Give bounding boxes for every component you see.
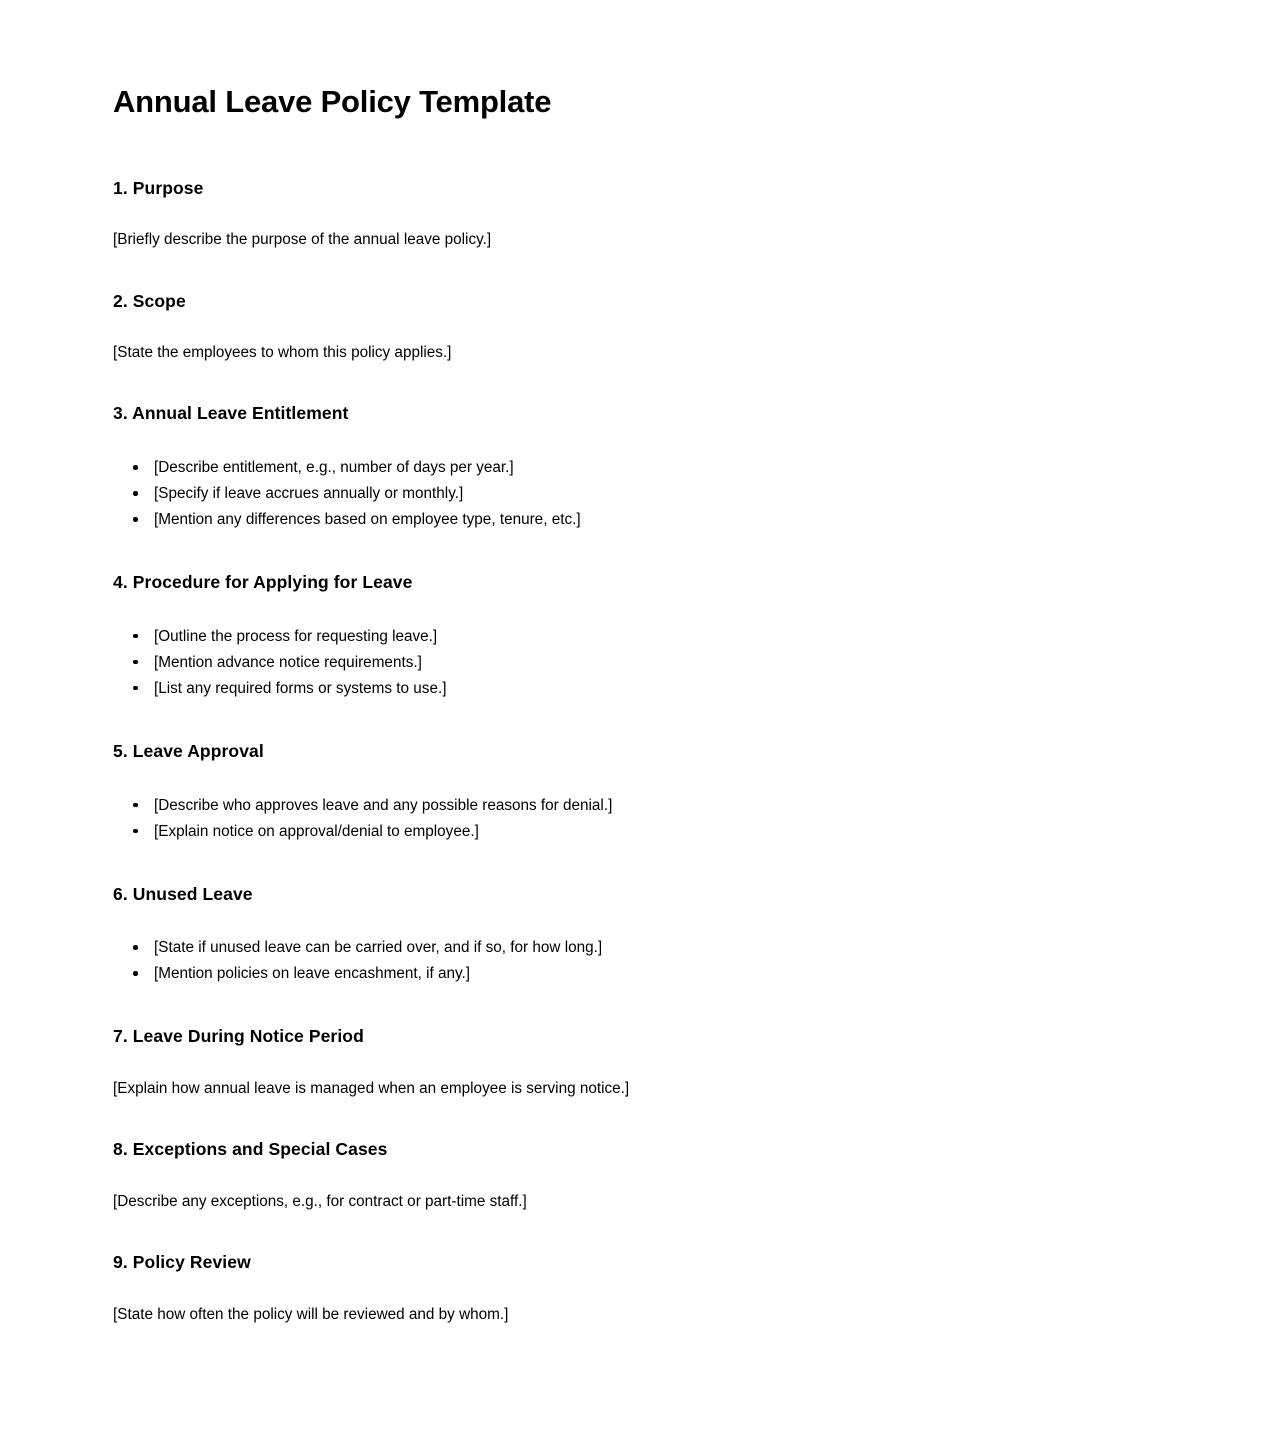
list-item: [Specify if leave accrues annually or monthly.] xyxy=(131,481,1150,507)
document-section xyxy=(113,290,1150,365)
section-bullet-list xyxy=(113,935,1150,987)
section-paragraph: [State how often the policy will be reviewed and by whom.] xyxy=(113,1306,509,1324)
list-item: [Describe who approves leave and any possible reasons for denial.] xyxy=(131,793,1150,819)
section-heading: 9. Policy Review xyxy=(113,1252,251,1273)
section-heading: 3. Annual Leave Entitlement xyxy=(113,403,349,424)
document-section xyxy=(113,571,1150,702)
section-heading: 5. Leave Approval xyxy=(113,740,264,761)
document-section xyxy=(113,177,1150,252)
section-paragraph: [Explain how annual leave is managed when an employee is serving notice.] xyxy=(113,1080,630,1098)
section-heading: 1. Purpose xyxy=(113,177,204,198)
section-heading: 7. Leave During Notice Period xyxy=(113,1026,364,1047)
document-section xyxy=(113,1251,1150,1326)
section-heading: 4. Procedure for Applying for Leave xyxy=(113,572,413,593)
list-item: [List any required forms or systems to use.] xyxy=(131,676,1150,702)
section-bullet-list xyxy=(113,455,1150,533)
page-title: Annual Leave Policy Template xyxy=(113,84,552,119)
document-sections xyxy=(113,177,1150,1327)
section-paragraph: [Describe any exceptions, e.g., for contract or part-time staff.] xyxy=(113,1193,527,1211)
list-item: [Mention policies on leave encashment, if any.] xyxy=(131,961,1150,987)
section-paragraph: [State the employees to whom this policy applies.] xyxy=(113,344,452,362)
section-heading: 2. Scope xyxy=(113,290,186,311)
section-paragraph: [Briefly describe the purpose of the annual leave policy.] xyxy=(113,231,492,249)
section-heading: 8. Exceptions and Special Cases xyxy=(113,1139,388,1160)
list-item: [Describe entitlement, e.g., number of days per year.] xyxy=(131,455,1150,481)
document-section xyxy=(113,883,1150,988)
list-item: [Explain notice on approval/denial to employee.] xyxy=(131,819,1150,845)
document-section xyxy=(113,1138,1150,1213)
document-section xyxy=(113,1025,1150,1100)
list-item: [Mention any differences based on employee type, tenure, etc.] xyxy=(131,507,1150,533)
list-item: [Outline the process for requesting leave.] xyxy=(131,624,1150,650)
section-bullet-list xyxy=(113,624,1150,702)
document-section xyxy=(113,402,1150,533)
section-heading: 6. Unused Leave xyxy=(113,883,253,904)
section-bullet-list xyxy=(113,793,1150,845)
list-item: [State if unused leave can be carried over, and if so, for how long.] xyxy=(131,935,1150,961)
list-item: [Mention advance notice requirements.] xyxy=(131,650,1150,676)
document-section xyxy=(113,740,1150,845)
